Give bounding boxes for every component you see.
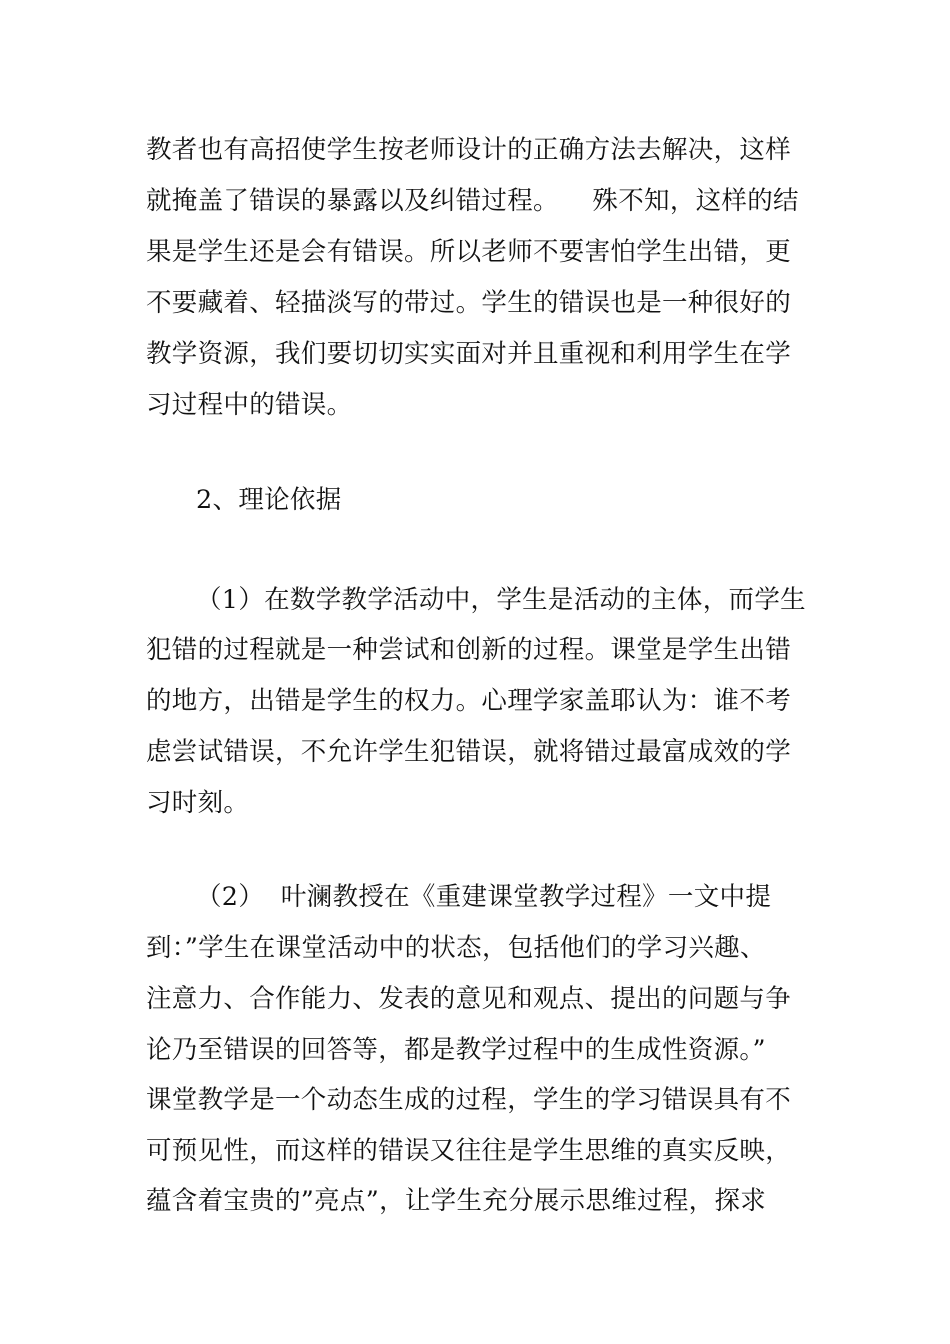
text-line: 到：”学生在课堂活动中的状态，包括他们的学习兴趣、 (146, 933, 766, 963)
text-line: 注意力、合作能力、发表的意见和观点、提出的问题与争 (146, 984, 792, 1014)
text-line: 教学资源，我们要切切实实面对并且重视和利用学生在学 (146, 339, 792, 369)
text-line: 虑尝试错误，不允许学生犯错误，就将错过最富成效的学 (146, 737, 792, 767)
text-line: 果是学生还是会有错误。所以老师不要害怕学生出错，更 (146, 237, 792, 267)
text-line: 就掩盖了错误的暴露以及纠错过程。 殊不知，这样的结 (146, 186, 799, 216)
section-heading: 2、理论依据 (196, 485, 342, 515)
text-line: 教者也有高招使学生按老师设计的正确方法去解决，这样 (146, 135, 792, 165)
text-line: 可预见性，而这样的错误又往往是学生思维的真实反映， (146, 1136, 792, 1166)
text-line: 习时刻。 (146, 788, 250, 818)
text-line: 课堂教学是一个动态生成的过程，学生的学习错误具有不 (146, 1085, 792, 1115)
text-line: 的地方，出错是学生的权力。心理学家盖耶认为：谁不考 (146, 686, 792, 716)
text-line: （1）在数学教学活动中，学生是活动的主体，而学生 (196, 585, 806, 615)
text-line: 习过程中的错误。 (146, 390, 353, 420)
text-line: （2） 叶澜教授在《重建课堂教学过程》一文中提 (196, 882, 772, 912)
text-line: 不要藏着、轻描淡写的带过。学生的错误也是一种很好的 (146, 288, 792, 318)
text-line: 论乃至错误的回答等，都是教学过程中的生成性资源。” (146, 1035, 766, 1065)
text-line: 犯错的过程就是一种尝试和创新的过程。课堂是学生出错 (146, 635, 792, 665)
text-line: 蕴含着宝贵的”亮点”，让学生充分展示思维过程，探求 (146, 1186, 767, 1216)
